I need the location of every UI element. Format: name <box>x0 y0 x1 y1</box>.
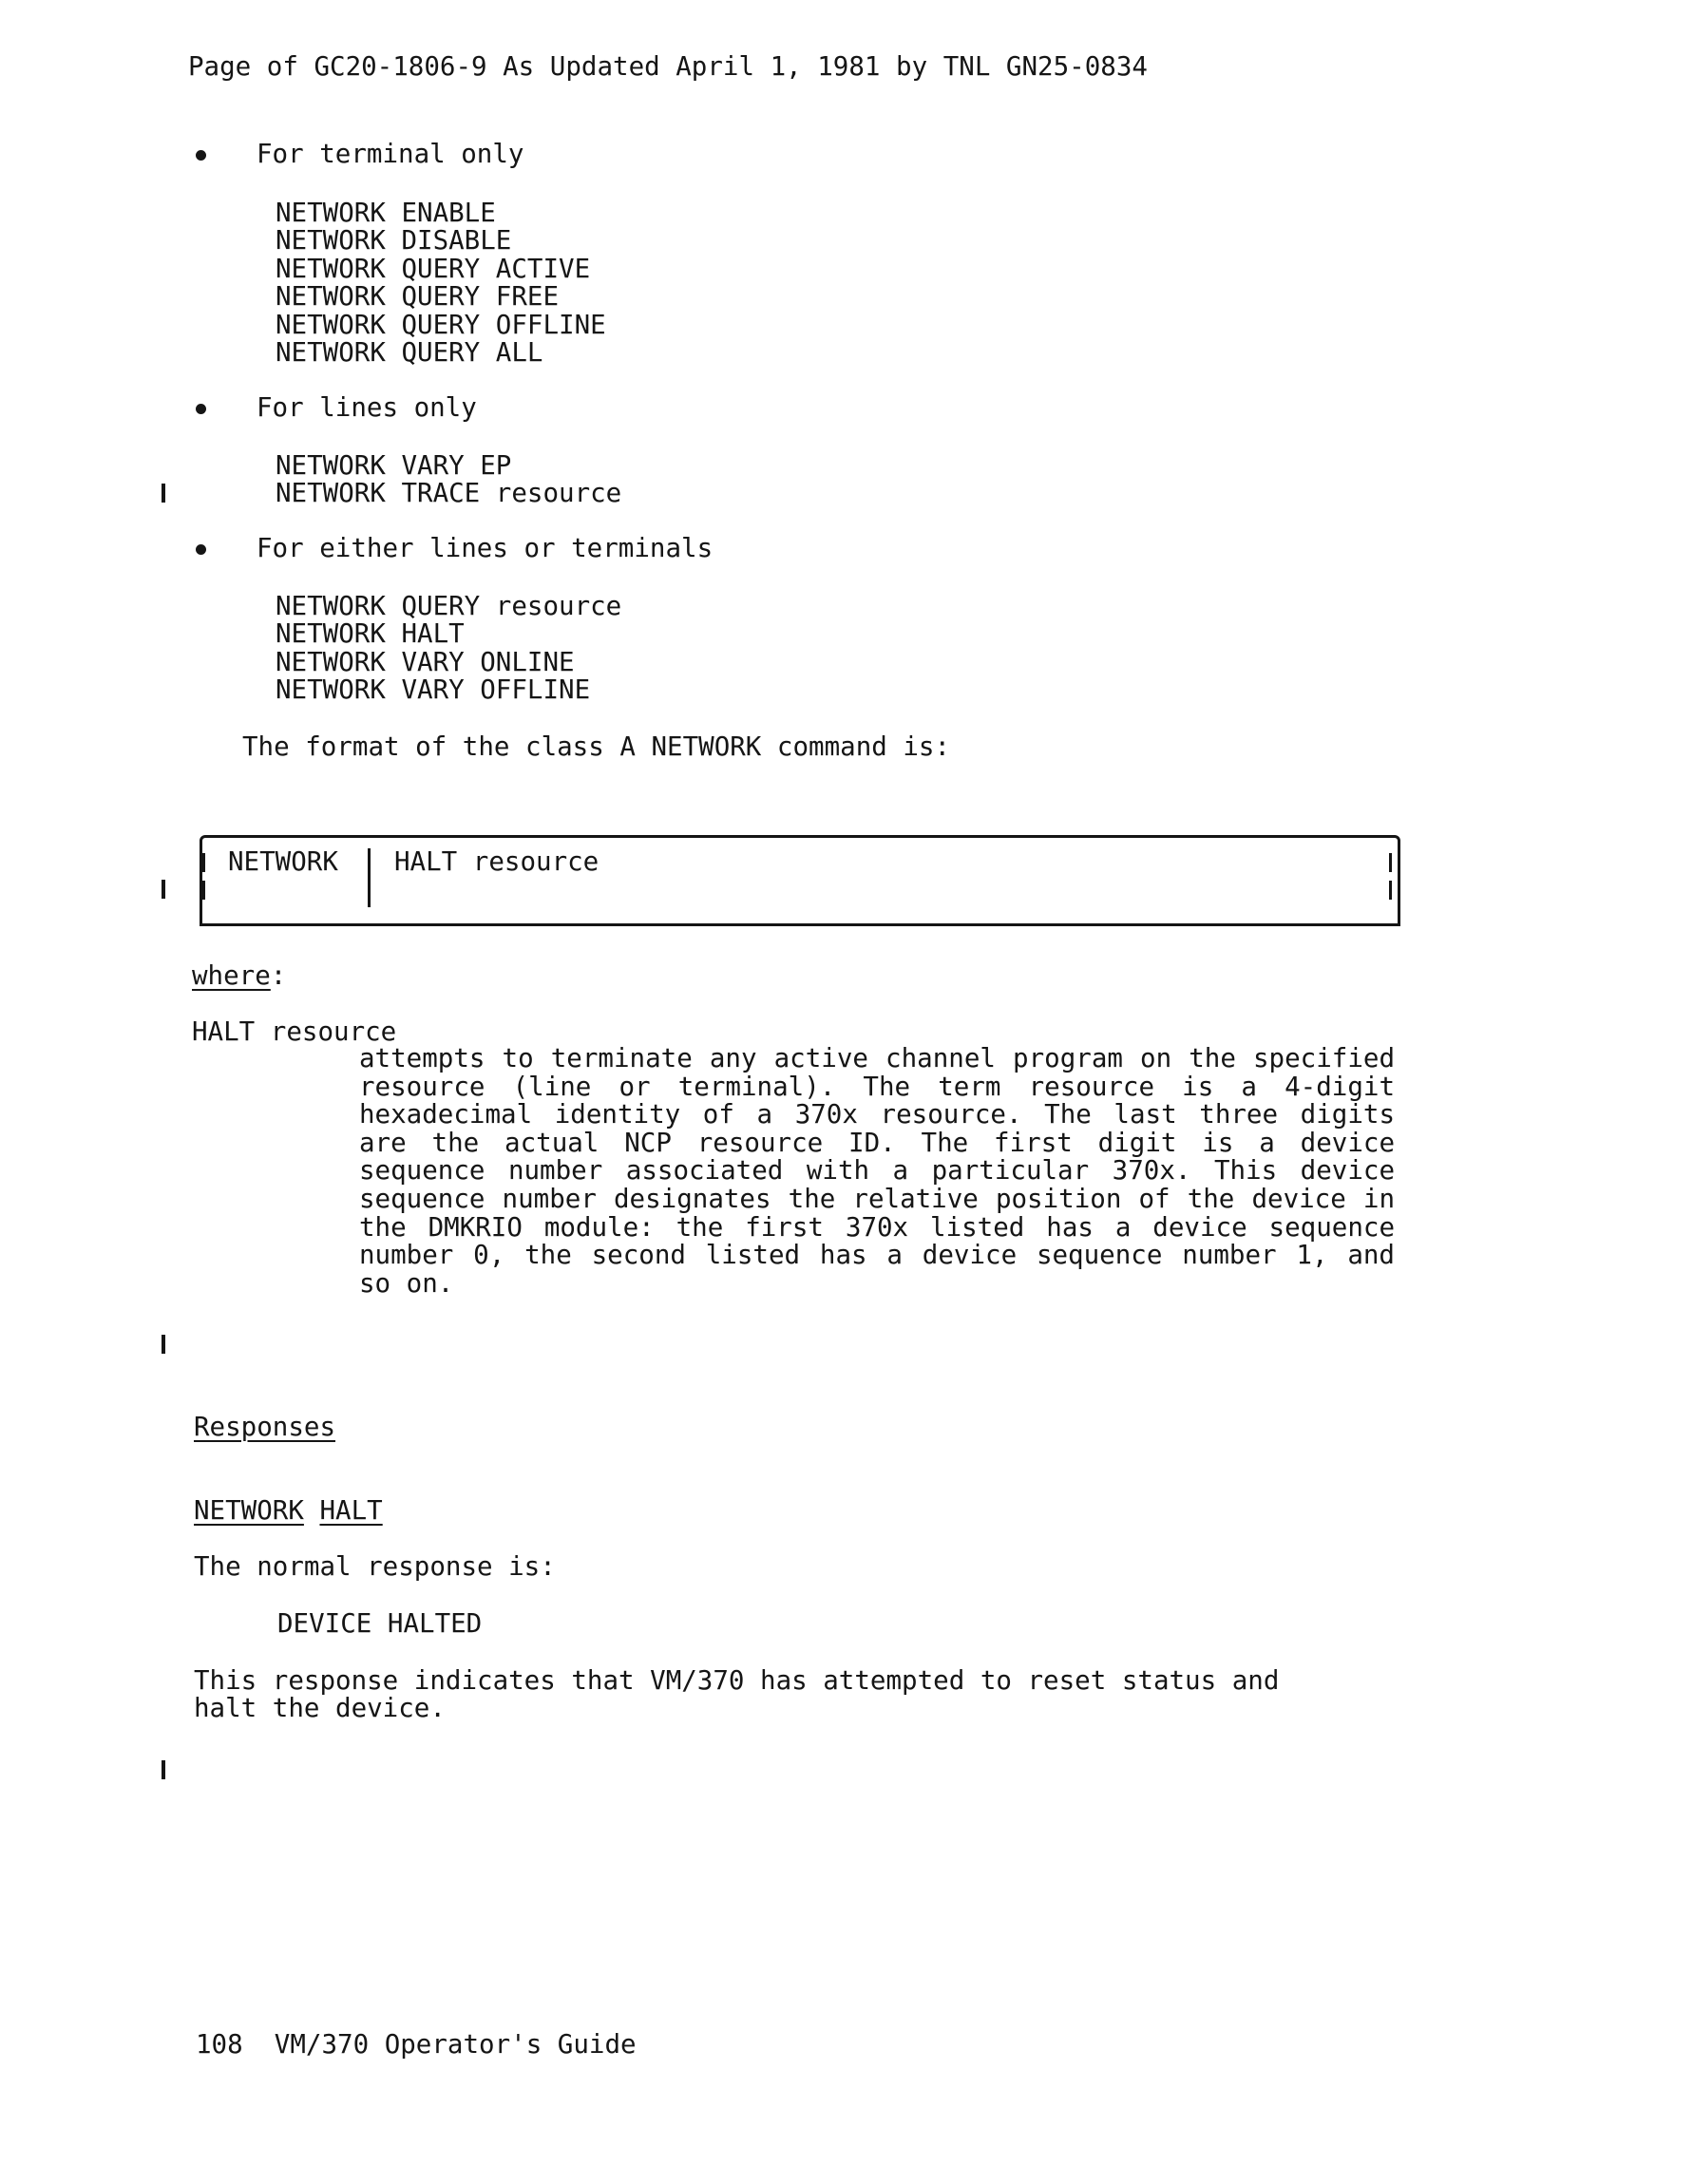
where-colon: : <box>270 960 287 991</box>
running-header: Page of GC20-1806-9 As Updated April 1, 1981 by TNL GN25-0834 <box>188 51 1148 82</box>
section-heading-either: For either lines or terminals <box>257 533 714 563</box>
normal-response: DEVICE HALTED <box>277 1608 483 1639</box>
syntax-box <box>200 835 1400 926</box>
where-label-group <box>192 961 286 990</box>
command-line: NETWORK QUERY ALL <box>276 337 543 368</box>
command-line: NETWORK TRACE resource <box>276 478 622 508</box>
section-heading-lines-only: For lines only <box>257 392 477 423</box>
revision-bar <box>162 484 165 503</box>
footer <box>196 2030 637 2059</box>
syntax-operand: HALT resource <box>394 846 600 877</box>
section-heading-terminal-only: For terminal only <box>257 139 524 169</box>
box-left-mark <box>202 881 205 900</box>
command-line: NETWORK VARY OFFLINE <box>276 674 591 705</box>
response-subheading <box>194 1496 383 1525</box>
bullet-icon <box>196 404 206 414</box>
command-line: NETWORK QUERY ACTIVE <box>276 254 591 284</box>
command-line: NETWORK DISABLE <box>276 225 512 256</box>
response-subheading-word2: HALT <box>319 1495 383 1526</box>
operand-term: HALT resource <box>192 1016 397 1047</box>
box-right-mark <box>1389 853 1392 872</box>
box-right-mark <box>1389 881 1392 900</box>
operand-description: attempts to terminate any active channel program on the specified resource (line or terminal). The term resource is a 4-digit hexadecimal identity of a 370x resource. The last three digits are the actual NCP resource ID. The first digit is a device sequence number associated with a particular 370x. This device sequence number designates the relative position of the device in the DMKRIO module: the first 370x listed has a device sequence number 0, the second listed has a device sequence number 1, and so on. <box>359 1043 1395 1299</box>
revision-bar <box>162 1760 165 1779</box>
command-line: NETWORK HALT <box>276 618 465 649</box>
normal-response-intro: The normal response is: <box>194 1551 556 1582</box>
bullet-icon <box>196 544 206 555</box>
responses-heading: Responses <box>194 1412 336 1442</box>
bullet-icon <box>196 150 206 161</box>
command-line: NETWORK VARY EP <box>276 450 512 481</box>
response-explanation-line1: This response indicates that VM/370 has attempted to reset status and <box>194 1665 1280 1696</box>
command-line: NETWORK QUERY FREE <box>276 281 560 312</box>
revision-bar <box>162 1335 165 1354</box>
syntax-command: NETWORK <box>228 846 338 877</box>
book-title: VM/370 Operator's Guide <box>274 2029 637 2060</box>
format-intro: The format of the class A NETWORK command is: <box>242 731 951 762</box>
command-line: NETWORK QUERY resource <box>276 591 622 621</box>
response-explanation-line2: halt the device. <box>194 1693 446 1723</box>
where-label: where <box>192 960 271 991</box>
command-line: NETWORK VARY ONLINE <box>276 647 575 677</box>
box-left-mark <box>202 853 205 872</box>
command-line: NETWORK QUERY OFFLINE <box>276 310 606 340</box>
syntax-box-divider <box>368 848 371 907</box>
response-subheading-word1: NETWORK <box>194 1495 304 1526</box>
revision-bar <box>162 880 165 899</box>
command-line: NETWORK ENABLE <box>276 198 496 228</box>
page-number: 108 <box>196 2029 243 2060</box>
